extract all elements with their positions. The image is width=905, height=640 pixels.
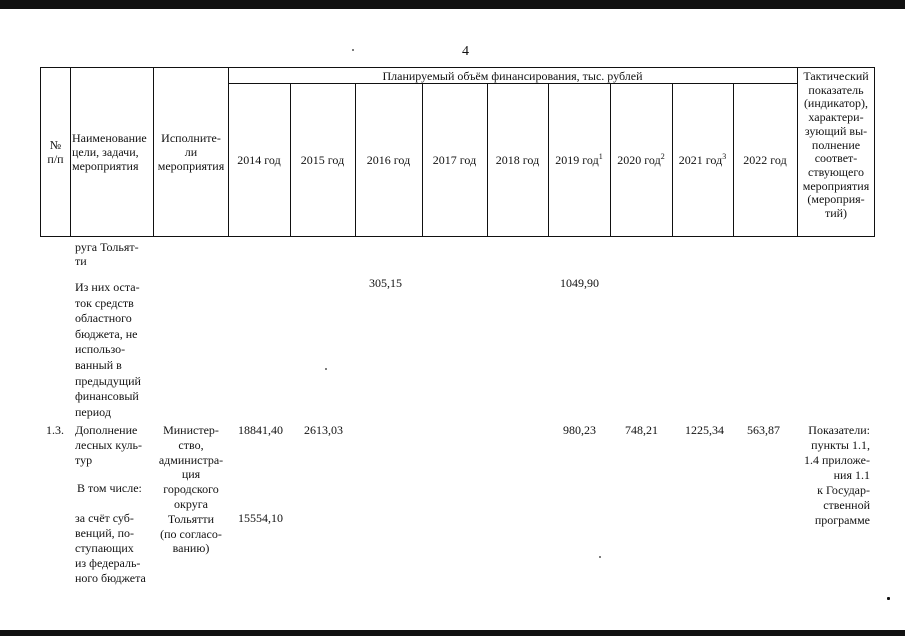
year-2018: 2018 год <box>495 153 540 167</box>
scan-speck <box>352 49 354 51</box>
year-2020: 2020 год$^2$ <box>617 152 665 167</box>
scan-speck <box>887 597 890 600</box>
scan-speck <box>325 368 327 370</box>
row-1-3-2015: 2613,03 <box>304 423 343 437</box>
row-remainder-name: Из них оста- ток средств областного бюджета, не использо- ванный в предыдущий финансовый период <box>75 280 141 419</box>
header-name: Наименование цели, задачи, мероприятия <box>72 131 147 173</box>
top-border <box>0 0 905 9</box>
year-2021: 2021 год$^3$ <box>678 152 727 167</box>
year-2019: 2019 год$^1$ <box>555 152 603 167</box>
row-1-3-2020: 748,21 <box>625 423 658 437</box>
header-executor: Исполните- ли мероприятия <box>157 131 225 173</box>
header-num: № п/п <box>47 138 64 166</box>
year-2017: 2017 год <box>432 153 477 167</box>
row-1-3-executor: Министер- ство, администра- ция городского округа Тольятти (по согласо- ванию) <box>158 423 224 556</box>
page-number: 4 <box>462 44 469 59</box>
row-1-3-indicator: Показатели: пункты 1.1, 1.4 приложе- ния 1.1 к Государ- ственной программе <box>804 423 870 527</box>
header-funding: Планируемый объём финансирования, тыс. рублей <box>382 69 643 83</box>
row-1-3-num: 1.3. <box>46 423 64 437</box>
row-remainder-2019: 1049,90 <box>560 276 599 290</box>
row-1-3-2022: 563,87 <box>747 423 780 437</box>
row-1-3-2014: 18841,40 <box>238 423 283 437</box>
row-federal-name: за счёт суб- венций, по- ступающих из федераль- ного бюджета <box>75 511 146 585</box>
row-1-3-2021: 1225,34 <box>685 423 724 437</box>
bottom-border <box>0 630 905 636</box>
row-federal-2014: 15554,10 <box>238 511 283 525</box>
year-2022: 2022 год <box>743 153 787 167</box>
row-continuation-name: руга Тольят- ти <box>75 240 139 268</box>
year-2016: 2016 год <box>366 153 411 167</box>
row-remainder-2016: 305,15 <box>369 276 402 290</box>
row-1-3-2019: 980,23 <box>563 423 596 437</box>
year-2014: 2014 год <box>237 153 281 167</box>
scan-speck <box>599 556 601 558</box>
header-indicator: Тактический показатель (индикатор), характери- зующий вы- полнение соответ- ствующего мероприятия (мероприя- тий) <box>802 69 870 221</box>
year-2015: 2015 год <box>300 153 345 167</box>
row-1-3-name: Дополнение лесных куль- тур <box>75 423 143 467</box>
row-including-label: В том числе: <box>77 481 142 495</box>
